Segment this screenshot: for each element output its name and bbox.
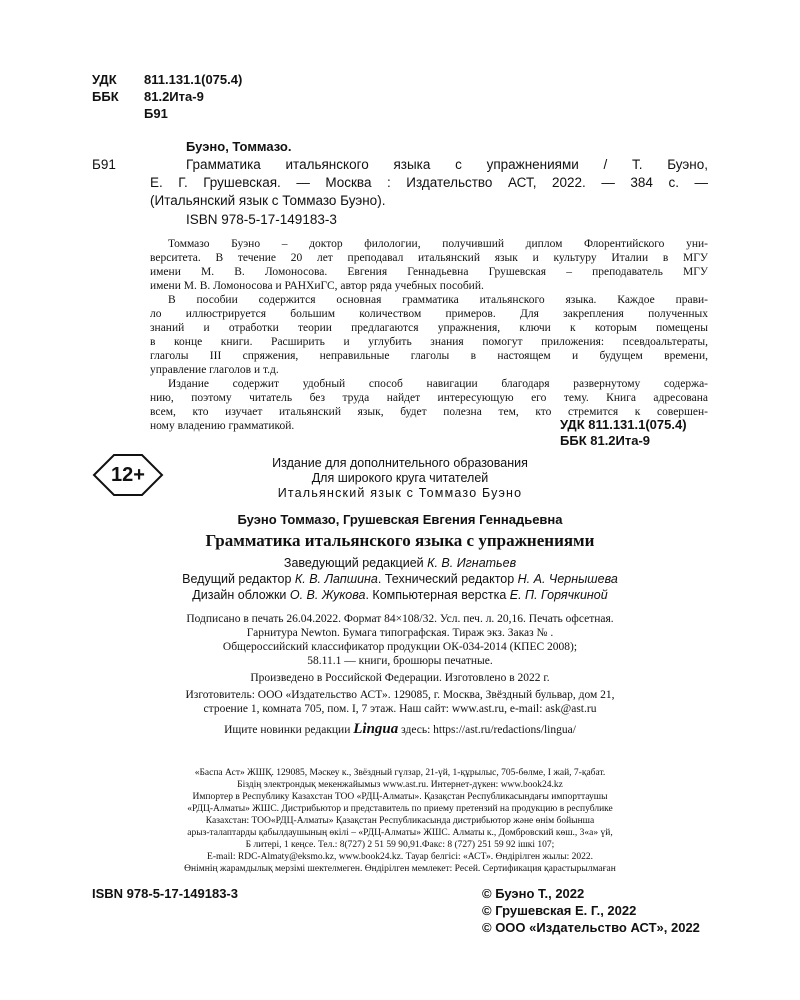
annotation-line: имени М. В. Ломоносова и РАНХиГС, автор ряда учебных пособий. (150, 280, 484, 292)
edition-line-2: Для широкого круга читателей (311, 471, 489, 485)
publisher-line: Изготовитель: ООО «Издательство АСТ». 129085, г. Москва, Звёздный бульвар, дом 21, (185, 689, 615, 701)
annotation-line: в конце книги. Расширить и углубить знания помогут приложения: псевдоальтераты, (150, 336, 708, 348)
kazakh-line: арыз-талаптарды қабылдаушының өкілі – «РДЦ-Алматы» ЖШС. Алматы к., Домбровский көш., 3«а» үй, (187, 828, 613, 838)
chief-editor-name: К. В. Игнатьев (427, 556, 517, 570)
tech-editor-name: Н. А. Чернышева (517, 572, 618, 586)
authors-full: Буэно Томмазо, Грушевская Евгения Геннадьевна (237, 512, 563, 527)
publisher-line: строение 1, комната 705, пом. I, 7 этаж. Наш сайт: www.ast.ru, e-mail: ask@ast.ru (203, 703, 597, 715)
credits-line-2 (0, 572, 800, 587)
news-suffix: здесь: https://ast.ru/redactions/lingua/ (401, 724, 576, 736)
annotation-line: всем, кто изучает итальянский язык, будет полезна тем, кто стремится к совершен- (150, 406, 708, 418)
kazakh-line: «Баспа Аст» ЖШҚ. 129085, Мәскеу к., Звёздный гүлзар, 21-үй, 1-құрылыс, 705-бөлме, I жай, 7-қабат. (194, 768, 606, 778)
annotation-line: управление глаголов и т.д. (150, 364, 279, 376)
author-heading: Буэно, Томмазо. (186, 139, 292, 154)
udk-label: УДК (92, 72, 117, 87)
udk-right: УДК 811.131.1(075.4) (560, 417, 687, 432)
kazakh-line: Импортер в Республику Казахстан ТОО «РДЦ-Алматы». Қазақстан Республикасындағы импорттаушы (192, 792, 608, 802)
annotation-line: Томмазо Буэно – доктор филологии, получивший диплом Флорентийского уни- (168, 238, 708, 250)
lead-editor-label: Ведущий редактор (182, 572, 295, 586)
bib-line-2: Е. Г. Грушевская. — Москва : Издательство АСТ, 2022. — 384 с. — (150, 175, 708, 190)
print-line: 58.11.1 — книги, брошюры печатные. (307, 655, 493, 667)
edition-line-1: Издание для дополнительного образования (272, 456, 528, 470)
age-rating-text: 12+ (111, 464, 145, 486)
print-line: Общероссийский классификатор продукции ОК-034-2014 (КПЕС 2008); (222, 641, 578, 653)
copyright-line: © Буэно Т., 2022 (482, 886, 585, 901)
credits-line-3 (0, 588, 800, 603)
kazakh-line: Казахстан: ТОО«РДЦ-Алматы» Қазақстан Республикасында дистрибьютор және өнім бойынша (205, 816, 595, 826)
kazakh-line: E-mail: RDC-Almaty@eksmo.kz, www.book24.kz. Тауар белгісі: «АСТ». Өндірілген жылы: 2022. (207, 852, 593, 862)
bib-line-3: (Итальянский язык с Томмазо Буэно). (150, 193, 386, 208)
annotation-line: верситета. В течение 20 лет преподавал итальянский язык и культуру Италии в МГУ (150, 252, 708, 264)
cover-design-label: Дизайн обложки (192, 588, 290, 602)
tech-editor-label: . Технический редактор (377, 572, 518, 586)
news-prefix: Ищите новинки редакции (224, 724, 351, 736)
bbk-label: ББК (92, 89, 119, 104)
annotation-line: ному владению грамматикой. (150, 420, 295, 432)
book-title: Грамматика итальянского языка с упражнениями (205, 531, 595, 550)
news-line (0, 723, 800, 737)
author-sign: Б91 (144, 106, 168, 121)
annotation-line: В пособии содержится основная грамматика итальянского языка. Каждое прави- (168, 294, 708, 306)
udk-value: 811.131.1(075.4) (144, 72, 243, 87)
annotation-line: ло иллюстрируется большим количеством примеров. Для закрепления полученных (150, 308, 708, 320)
layout-name: Е. П. Горячкиной (509, 588, 608, 602)
made-in: Произведено в Российской Федерации. Изготовлено в 2022 г. (250, 672, 550, 684)
chief-editor-label: Заведующий редакцией (283, 556, 428, 570)
annotation-line: имени М. В. Ломоносова. Евгения Геннадьевна Грушевская – преподаватель МГУ (150, 266, 708, 278)
bbk-value: 81.2Ита-9 (144, 89, 204, 104)
kazakh-line: Өнімнің жарамдылық мерзімі шектелмеген. Өндірілген мемлекет: Ресей. Сертификация қарастырылмаған (184, 864, 616, 874)
bib-line-1: Грамматика итальянского языка с упражнениями / Т. Буэно, (186, 157, 708, 172)
annotation-line: Издание содержит удобный способ навигации благодаря развернутому содержа- (168, 378, 708, 390)
print-line: Подписано в печать 26.04.2022. Формат 84×108/32. Усл. печ. л. 20,16. Печать офсетная. (186, 613, 614, 625)
annotation-line: знаний и отработки теории предлагаются упражнения, ключи к которым помещены (150, 322, 708, 334)
lead-editor-name: К. В. Лапшина (294, 572, 378, 586)
cover-designer-name: О. В. Жукова (289, 588, 366, 602)
lingua-logo: Lingua (353, 721, 399, 737)
annotation-line: глаголы III спряжения, неправильные глаголы в настоящем и будущем времени, (150, 350, 708, 362)
bib-sign: Б91 (92, 157, 116, 172)
annotation-line: нию, поэтому читатель без труда найдет интересующую его тему. Книга адресована (150, 392, 708, 404)
kazakh-line: Б литері, 1 кеңсе. Тел.: 8(727) 2 51 59 90,91.Факс: 8 (727) 251 59 92 ішкі 107; (245, 840, 555, 850)
kazakh-line: «РДЦ-Алматы» ЖШС. Дистрибьютор и представитель по приему претензий на продукцию в республике (187, 804, 613, 814)
copyright-line: © Грушевская Е. Г., 2022 (482, 903, 637, 918)
bib-isbn: ISBN 978-5-17-149183-3 (186, 212, 337, 227)
kazakh-line: Біздің электрондық мекенжайымыз www.ast.ru. Интернет-дүкен: www.book24.kz (237, 780, 563, 790)
footer-isbn: ISBN 978-5-17-149183-3 (92, 886, 238, 901)
bbk-right: ББК 81.2Ита-9 (560, 433, 651, 448)
print-line: Гарнитура Newton. Бумага типографская. Тираж экз. Заказ № . (246, 627, 554, 639)
series-name: Итальянский язык с Томмазо Буэно (277, 486, 523, 500)
copyright-line: © ООО «Издательство АСТ», 2022 (482, 920, 700, 935)
layout-label: . Компьютерная верстка (365, 588, 510, 602)
credits-line-1 (0, 556, 800, 571)
